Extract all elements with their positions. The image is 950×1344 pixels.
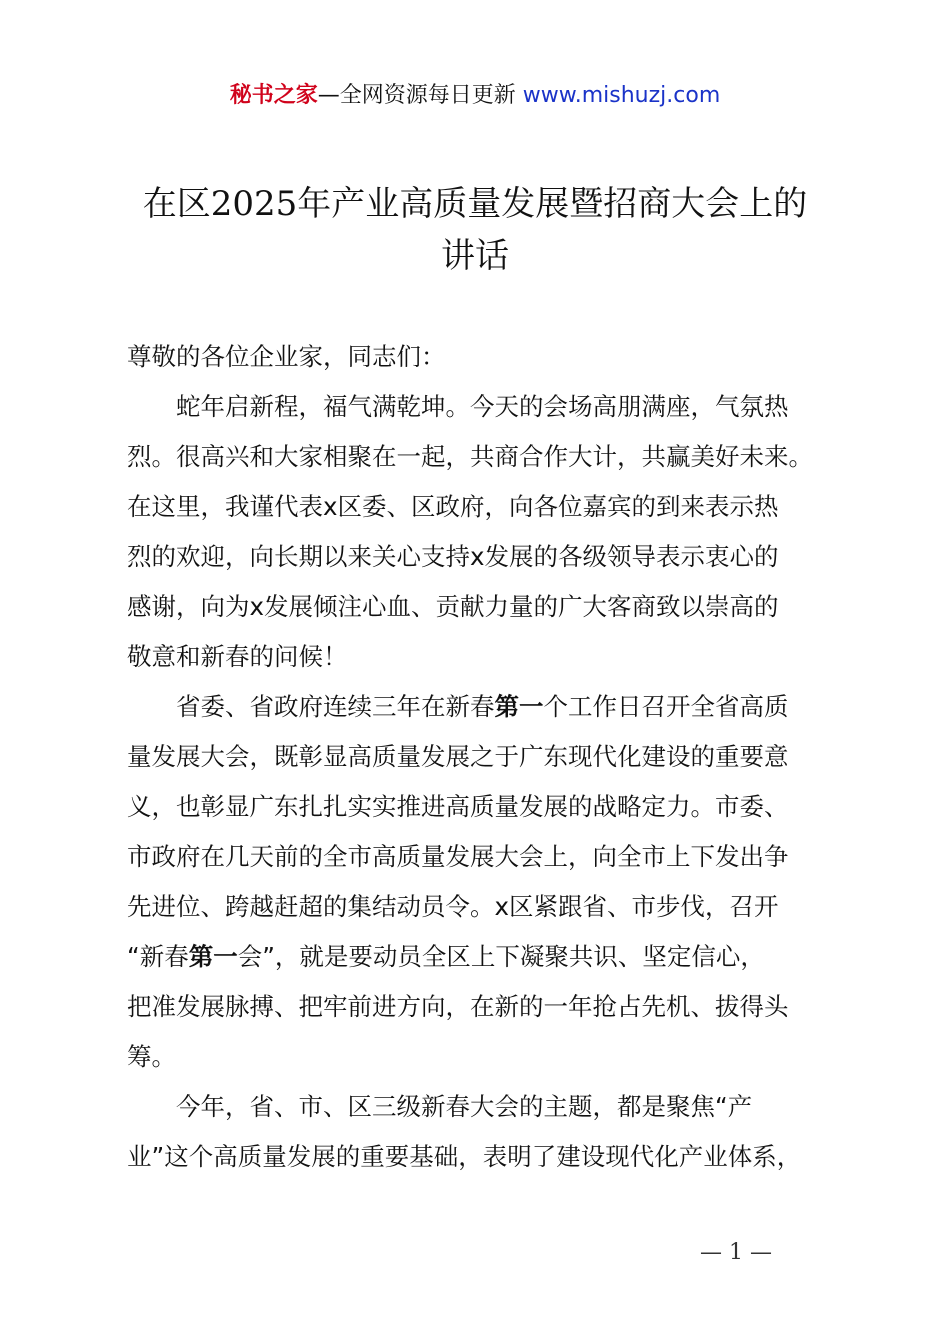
paragraph-2 — [127, 682, 837, 1082]
bold-emphasis: 第一 — [494, 692, 544, 721]
salutation: 尊敬的各位企业家，同志们： — [127, 342, 446, 371]
paragraph-line: 烈的欢迎，向长期以来关心支持x发展的各级领导表示衷心的 — [127, 542, 779, 571]
bold-emphasis: 第一 — [188, 942, 238, 971]
paragraph-1 — [127, 382, 837, 682]
paragraph-line: 今年，省、市、区三级新春大会的主题，都是聚焦“产 — [176, 1092, 753, 1121]
title-line-2: 讲话 — [441, 236, 509, 276]
paragraph-line: 烈。很高兴和大家相聚在一起，共商合作大计，共赢美好未来。 — [127, 442, 813, 471]
site-url-link[interactable]: www.mishuzj.com — [522, 83, 721, 108]
paragraph-line — [127, 932, 837, 982]
paragraph-line: 义，也彰显广东扎扎实实推进高质量发展的战略定力。市委、 — [127, 792, 789, 821]
paragraph-line: 敬意和新春的问候！ — [127, 642, 348, 671]
title-line-1: 在区2025年产业高质量发展暨招商大会上的 — [142, 184, 808, 224]
paragraph-line: 量发展大会，既彰显高质量发展之于广东现代化建设的重要意 — [127, 742, 789, 771]
text-run: 个工作日召开全省高质 — [543, 692, 789, 721]
page-number: — 1 — — [700, 1240, 772, 1265]
text-run: “新春 — [127, 942, 189, 971]
paragraph-line: 在这里，我谨代表x区委、区政府，向各位嘉宾的到来表示热 — [127, 492, 779, 521]
site-header — [0, 80, 950, 112]
document-title — [120, 178, 830, 282]
paragraph-line: 感谢，向为x发展倾注心血、贡献力量的广大客商致以崇高的 — [127, 592, 779, 621]
paragraph-3 — [127, 1082, 837, 1182]
document-body — [127, 332, 837, 1182]
paragraph-line: 蛇年启新程，福气满乾坤。今天的会场高朋满座，气氛热 — [176, 392, 789, 421]
paragraph-line: 业”这个高质量发展的重要基础，表明了建设现代化产业体系， — [127, 1142, 802, 1171]
paragraph-line: 把准发展脉搏、把牢前进方向，在新的一年抢占先机、拔得头 — [127, 992, 789, 1021]
text-run: 会”，就是要动员全区上下凝聚共识、坚定信心， — [237, 942, 765, 971]
paragraph-line — [127, 682, 837, 732]
paragraph-line: 市政府在几天前的全市高质量发展大会上，向全市上下发出争 — [127, 842, 789, 871]
site-tagline: —全网资源每日更新 — [317, 83, 523, 108]
paragraph-line: 先进位、跨越赶超的集结动员令。x区紧跟省、市步伐，召开 — [127, 892, 779, 921]
paragraph-line: 筹。 — [127, 1042, 176, 1071]
text-run: 省委、省政府连续三年在新春 — [176, 692, 495, 721]
site-brand: 秘书之家 — [229, 83, 318, 108]
